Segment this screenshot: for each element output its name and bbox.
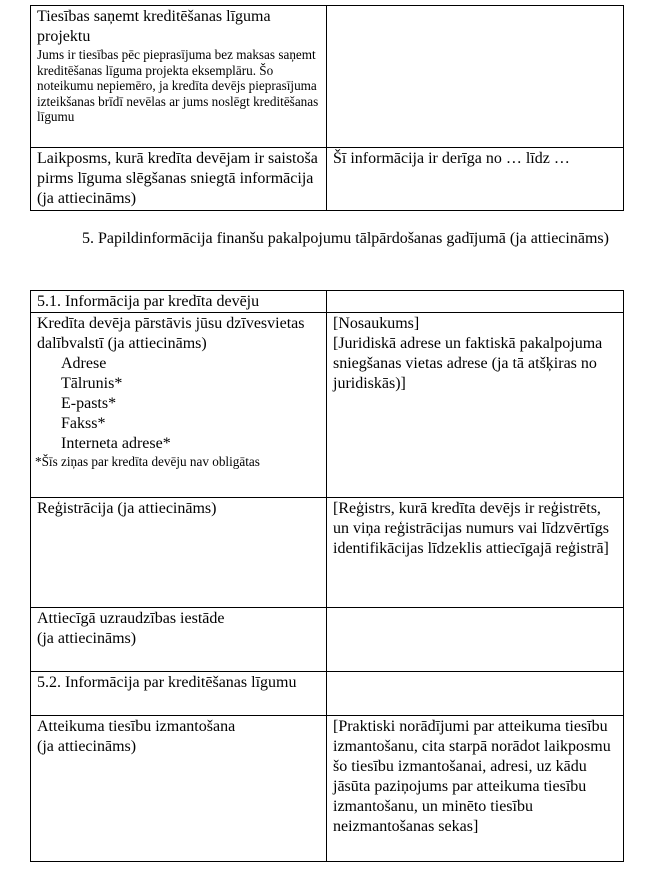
table-cell: Reģistrācija (ja attiecināms) — [31, 498, 327, 608]
table-cell — [31, 716, 327, 862]
applicability-note: (ja attiecināms) — [37, 738, 137, 755]
table-cell: Šī informācija ir derīga no … līdz … — [327, 148, 624, 211]
withdrawal-label: Atteikuma tiesību izmantošana — [37, 718, 236, 735]
table-row — [31, 6, 624, 148]
footnote: *Šīs ziņas par kredīta devēju nav obligātas — [35, 454, 260, 469]
row-note: Jums ir tiesības pēc pieprasījuma bez maksas saņemt kreditēšanas līguma projekta eksemplāru. Šo noteikumu nepiemēro, ja kredīta devējs pieprasījuma izteikšanas brīdī nevēlas ar jums noslēgt kreditēšanas līgumu — [37, 47, 319, 124]
table-cell — [327, 291, 624, 313]
row-title: Tiesības saņemt kreditēšanas līguma projektu — [37, 8, 271, 45]
section-heading — [30, 228, 624, 250]
list-item: E-pasts* — [61, 395, 117, 412]
table-cell — [327, 608, 624, 672]
table-cell: Laikposms, kurā kredīta devējam ir saistoša pirms līguma slēgšanas sniegtā informācija (ja attiecināms) — [31, 148, 327, 211]
section-heading-text: 5. Papildinformācija finanšu pakalpojumu tālpārdošanas gadījumā (ja attiecināms) — [82, 230, 609, 247]
list-item: Tālrunis* — [61, 375, 123, 392]
placeholder-address: [Juridiskā adrese un faktiskā pakalpojuma sniegšanas vietas adrese (ja tā atšķiras no juridiskās)] — [333, 335, 603, 392]
table-cell — [31, 313, 327, 498]
table-cell — [31, 6, 327, 148]
list-item: Adrese — [61, 355, 107, 372]
table-row — [31, 672, 624, 716]
table-cell — [31, 608, 327, 672]
table-cell — [327, 672, 624, 716]
table-cell — [327, 6, 624, 148]
table-cell — [327, 313, 624, 498]
table-cell: 5.1. Informācija par kredīta devēju — [31, 291, 327, 313]
list-item: Fakss* — [61, 415, 106, 432]
supervisory-label: Attiecīgā uzraudzības iestāde — [37, 610, 225, 627]
table-row — [31, 291, 624, 313]
placeholder-name: [Nosaukums] — [333, 315, 420, 332]
table-row — [31, 716, 624, 862]
applicability-note: (ja attiecināms) — [37, 630, 137, 647]
table-row — [31, 498, 624, 608]
table-row — [31, 313, 624, 498]
list-item: Interneta adrese* — [61, 435, 171, 452]
table-cell: [Praktiski norādījumi par atteikuma tiesību izmantošanu, cita starpā norādot laikposmu šo tiesību izmantošanai, adresi, uz kādu jāsūta paziņojums par atteikuma tiesību izmantošanu, un minēto tiesību neizmantošanas sekas] — [327, 716, 624, 862]
table-row — [31, 608, 624, 672]
credit-info-table-bottom — [30, 290, 624, 862]
representative-label: Kredīta devēja pārstāvis jūsu dzīvesvietas dalībvalstī (ja attiecināms) — [37, 315, 305, 352]
table-cell: [Reģistrs, kurā kredīta devējs ir reģistrēts, un viņa reģistrācijas numurs vai līdzvērtīgs identifikācijas līdzeklis attiecīgajā reģistrā] — [327, 498, 624, 608]
table-cell: 5.2. Informācija par kreditēšanas līgumu — [31, 672, 327, 716]
credit-info-table-top — [30, 5, 624, 211]
table-row — [31, 148, 624, 211]
